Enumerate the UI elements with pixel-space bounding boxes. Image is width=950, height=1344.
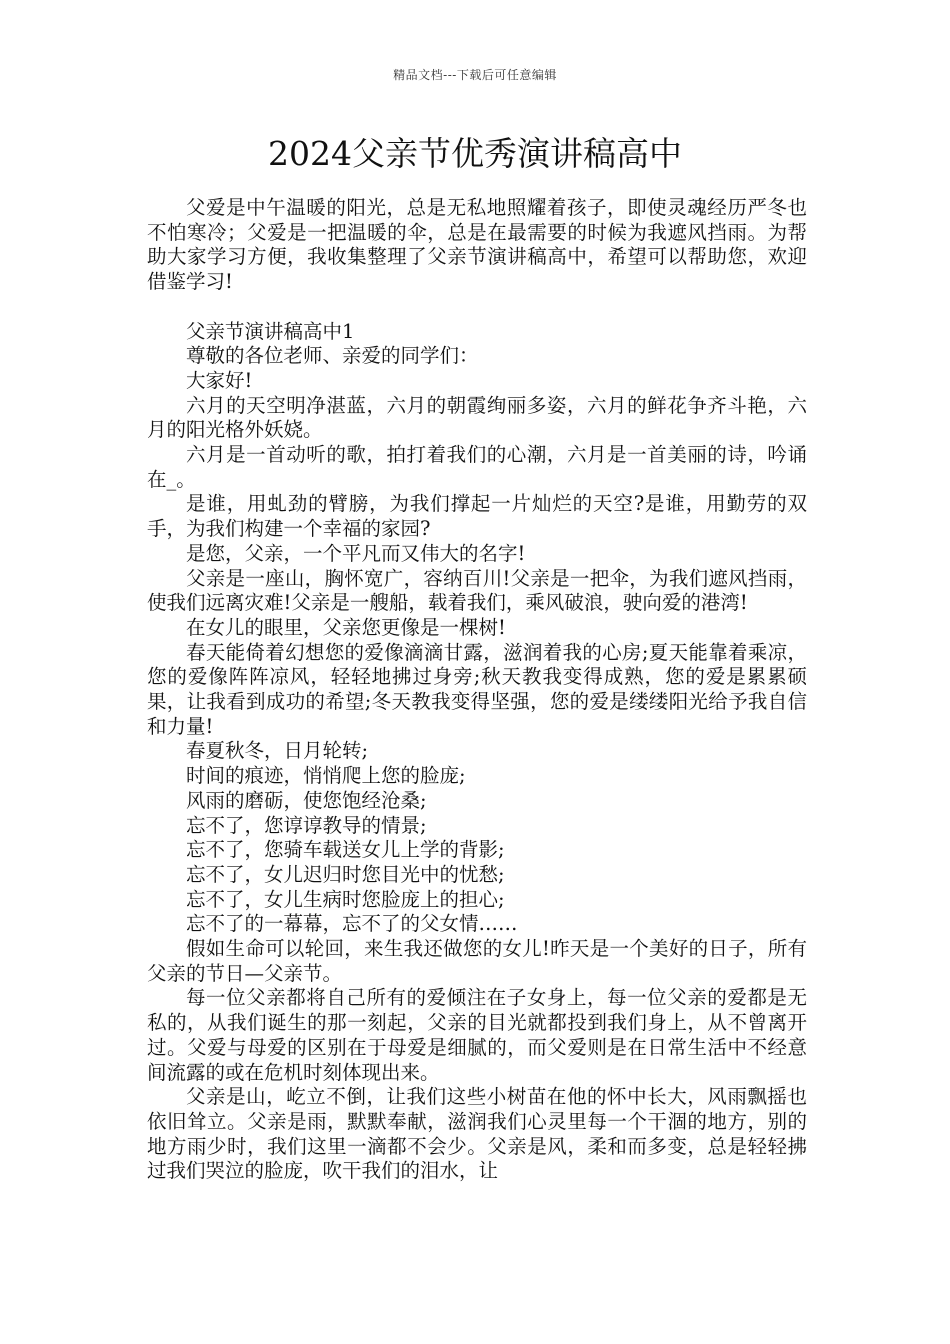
intro-paragraph: 父爱是中午温暖的阳光，总是无私地照耀着孩子，即使灵魂经历严冬也不怕寒冷；父爱是一把温暖的伞，总是在最需要的时候为我遮风挡雨。为帮助大家学习方便，我收集整理了父亲节演讲稿高中，希望可以帮助您，欢迎借鉴学习! — [147, 196, 807, 294]
page-header: 精品文档---下载后可任意编辑 — [393, 68, 557, 82]
poem-line: 忘不了，女儿生病时您脸庞上的担心; — [186, 887, 505, 911]
body-paragraph: 父亲是一座山，胸怀宽广，容纳百川!父亲是一把伞，为我们遮风挡雨，使我们远离灾难!父亲是一艘船，载着我们，乘风破浪，驶向爱的港湾! — [147, 566, 807, 615]
document-body — [147, 196, 807, 1184]
section-heading: 父亲节演讲稿高中1 — [186, 319, 355, 343]
greeting-hello: 大家好! — [186, 368, 253, 392]
greeting-salutation: 尊敬的各位老师、亲爱的同学们： — [186, 344, 479, 368]
poem-line: 风雨的磨砺，使您饱经沧桑; — [186, 788, 427, 812]
body-paragraph: 六月是一首动听的歌，拍打着我们的心潮，六月是一首美丽的诗，吟诵在_。 — [147, 443, 807, 491]
poem-line: 忘不了的一幕幕，忘不了的父女情…… — [186, 912, 518, 936]
body-paragraph: 春天能倚着幻想您的爱像滴滴甘露，滋润着我的心房;夏天能靠着乘凉，您的爱像阵阵凉风，轻轻地拂过身旁;秋天教我变得成熟，您的爱是累累硕果，让我看到成功的希望;冬天教我变得坚强，您的爱是缕缕阳光给予我自信和力量! — [147, 640, 807, 738]
body-paragraph: 是谁，用虬劲的臂膀，为我们撑起一片灿烂的天空?是谁，用勤劳的双手，为我们构建一个幸福的家园? — [147, 492, 807, 541]
document-title: 2024父亲节优秀演讲稿高中 — [268, 134, 682, 173]
body-paragraph: 六月的天空明净湛蓝，六月的朝霞绚丽多姿，六月的鲜花争齐斗艳，六月的阳光格外妖娆。 — [147, 393, 807, 442]
body-paragraph: 每一位父亲都将自己所有的爱倾注在子女身上，每一位父亲的爱都是无私的，从我们诞生的那一刻起，父亲的目光就都投到我们身上，从不曾离开过。父爱与母爱的区别在于母爱是细腻的，而父爱则是在日常生活中不经意间流露的或在危机时刻体现出来。 — [147, 986, 807, 1084]
body-paragraph: 在女儿的眼里，父亲您更像是一棵树! — [186, 615, 506, 639]
poem-line: 忘不了，您谆谆教导的情景; — [186, 813, 427, 837]
poem-line: 忘不了，女儿迟归时您目光中的忧愁; — [186, 862, 505, 886]
poem-line: 忘不了，您骑车载送女儿上学的背影; — [186, 838, 505, 862]
poem-line: 时间的痕迹，悄悄爬上您的脸庞; — [186, 764, 466, 788]
body-paragraph: 父亲是山，屹立不倒，让我们这些小树苗在他的怀中长大，风雨飘摇也依旧耸立。父亲是雨，默默奉献，滋润我们心灵里每一个干涸的地方，别的地方雨少时，我们这里一滴都不会少。父亲是风，柔和而多变，总是轻轻拂过我们哭泣的脸庞，吹干我们的泪水，让 — [147, 1085, 807, 1183]
body-paragraph: 是您，父亲，一个平凡而又伟大的名字! — [186, 541, 526, 565]
poem-line: 春夏秋冬，日月轮转; — [186, 739, 369, 763]
body-paragraph: 假如生命可以轮回，来生我还做您的女儿!昨天是一个美好的日子，所有父亲的节日—父亲节。 — [147, 937, 807, 985]
